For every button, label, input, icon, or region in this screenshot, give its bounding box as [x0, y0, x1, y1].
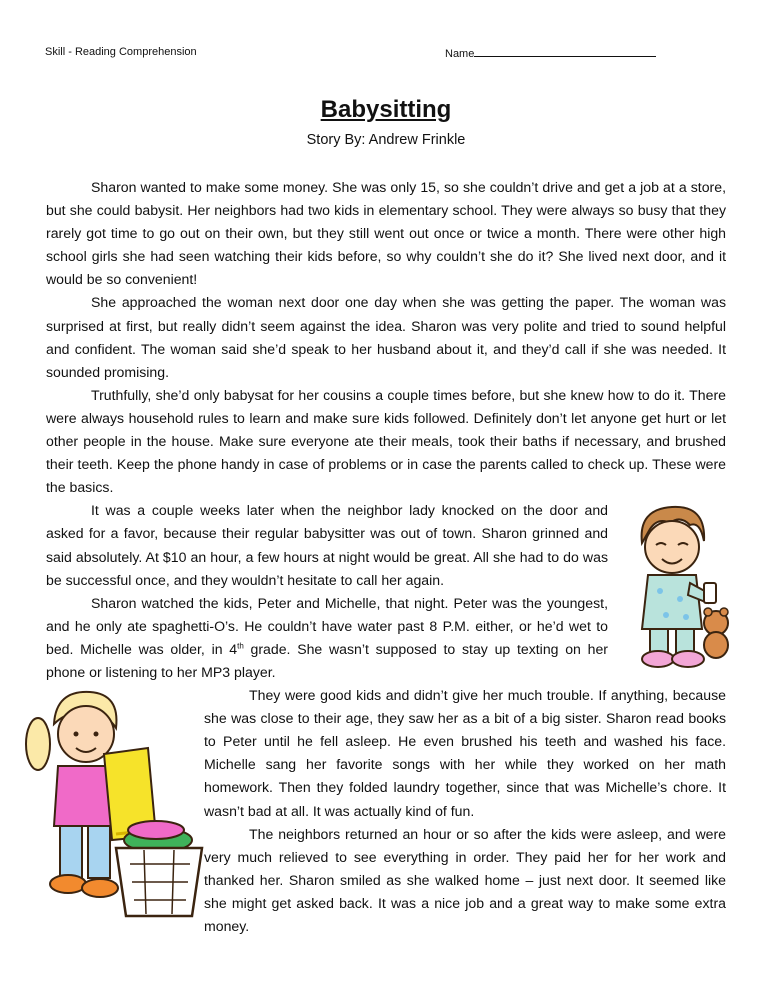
boy-illustration-icon	[620, 499, 732, 679]
paragraph-5-end: grade. She wasn’t supposed to stay up texting on her phone or listening to her MP3 player.	[46, 640, 608, 680]
name-field	[445, 46, 656, 60]
name-blank-line	[474, 46, 656, 57]
paragraph-1: Sharon wanted to make some money. She was only 15, so she couldn’t drive and get a job at a store, but she could babysit. Her neighbors had two kids in elementary school. They were always so busy that they rarely got time to go out on their own, but they still went out once or twice a month. There were other high school girls she had seen watching their kids before, so why couldn’t she do it? She lived next door, and it would be so convenient!	[46, 179, 726, 288]
girl-illustration-icon	[16, 684, 204, 934]
paragraph-6: They were good kids and didn’t give her much trouble. If anything, because she was close to their age, they saw her as a bit of a big sister. Sharon read books to Peter until he fell asleep. He even brushed his teeth and washed his face. Michelle sang her favorite songs with her while they worked on her math homework. Then they folded laundry together, since that was Michelle’s chore. It wasn’t bad at all. It was actually kind of fun.	[204, 687, 726, 819]
name-label: Name	[445, 48, 475, 60]
paragraph-4: It was a couple weeks later when the neighbor lady knocked on the door and asked for a favor, because their regular babysitter was out of town. Sharon grinned and said absolutely. At $10 an hour, a few hours at night would be great. All she had to do was be successful once, and they wouldn’t hesitate to call her again.	[46, 502, 608, 588]
paragraph-2: She approached the woman next door one day when she was getting the paper. The woman was surprised at first, but really didn’t seem against the idea. Sharon was very polite and tried to sound helpful and confident. The woman said she’d speak to her husband about it, and they’d call if she was needed. It sounded promising.	[46, 294, 726, 380]
story-title: Babysitting	[320, 96, 452, 123]
paragraph-7: The neighbors returned an hour or so after the kids were asleep, and were very much relieved to see everything in order. They paid her for her work and thanked her. Sharon smiled as she walked home – just next door. It seemed like she might get asked back. It was a nice job and a great way to make some extra money.	[204, 825, 726, 934]
story-body	[46, 176, 726, 938]
grade-superscript: th	[237, 641, 244, 651]
story-byline: Story By: Andrew Frinkle	[306, 132, 466, 148]
skill-label: Skill - Reading Comprehension	[45, 46, 197, 58]
paragraph-3: Truthfully, she’d only babysat for her cousins a couple times before, but she knew how to do it. There were always household rules to learn and make sure kids followed. Definitely don’t let anyone get hurt or let other people in the house. Make sure everyone ate their meals, took their baths if necessary, and brushed their teeth. Keep the phone handy in case of problems or in case the parents called to check up. These were the basics.	[46, 386, 726, 496]
paragraph-5-start: Sharon watched the kids, Peter and Michelle, that night. Peter was the youngest, and he only ate spaghetti-O’s. He couldn’t have water past 8 P.M. either, or he’d wet to bed. Michelle was older, in 4	[46, 594, 608, 657]
